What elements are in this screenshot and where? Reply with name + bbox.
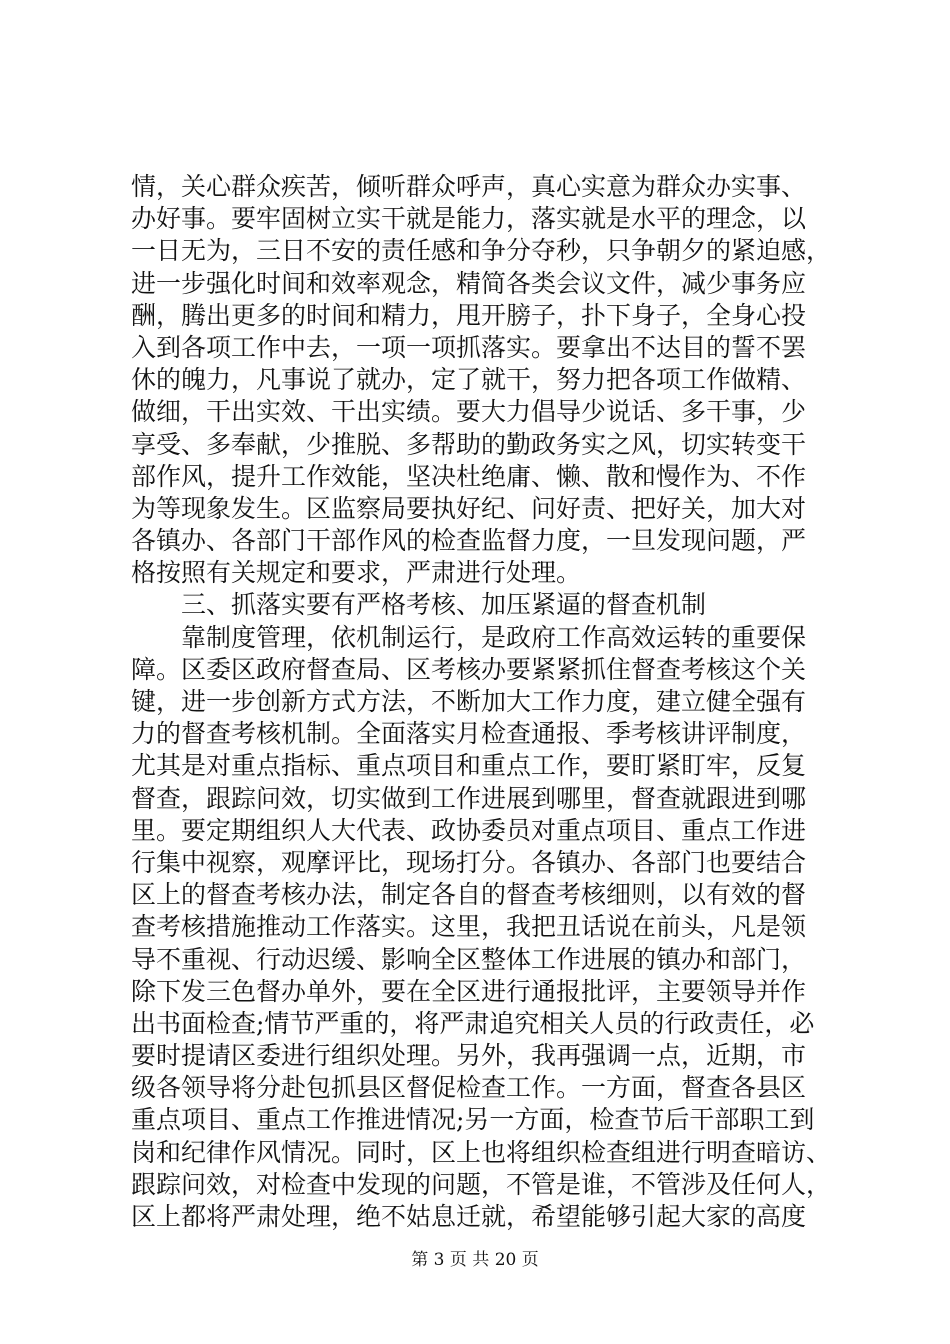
text-line: 情，关心群众疾苦，倾听群众呼声，真心实意为群众办实事、	[131, 172, 807, 201]
text-line: 级各领导将分赴包抓县区督促检查工作。一方面，督查各县区	[131, 1073, 807, 1103]
text-line: 为等现象发生。区监察局要执好纪、问好责、把好关，加大对	[131, 493, 807, 523]
text-line: 做细，干出实效、干出实绩。要大力倡导少说话、多干事，少	[131, 397, 807, 427]
text-line: 休的魄力，凡事说了就办，定了就干，努力把各项工作做精、	[131, 365, 807, 395]
text-line: 区上的督查考核办法，制定各自的督查考核细则，以有效的督	[131, 880, 807, 910]
text-line: 区上都将严肃处理，绝不姑息迁就，希望能够引起大家的高度	[131, 1202, 807, 1231]
text-line: 进一步强化时间和效率观念，精简各类会议文件，减少事务应	[131, 268, 807, 298]
text-line: 导不重视、行动迟缓、影响全区整体工作进展的镇办和部门，	[131, 944, 807, 974]
text-line: 酬，腾出更多的时间和精力，甩开膀子，扑下身子，全身心投	[131, 300, 807, 330]
text-line: 除下发三色督办单外，要在全区进行通报批评，主要领导并作	[131, 976, 807, 1006]
text-line: 靠制度管理，依机制运行，是政府工作高效运转的重要保	[131, 622, 807, 652]
text-line: 跟踪问效，对检查中发现的问题，不管是谁，不管涉及任何人，	[131, 1169, 831, 1199]
text-line: 入到各项工作中去，一项一项抓落实。要拿出不达目的誓不罢	[131, 332, 807, 362]
text-line: 各镇办、各部门干部作风的检查监督力度，一旦发现问题，严	[131, 526, 807, 556]
text-line: 格按照有关规定和要求，严肃进行处理。	[131, 558, 582, 588]
text-line: 行集中视察，观摩评比，现场打分。各镇办、各部门也要结合	[131, 847, 807, 877]
text-line: 要时提请区委进行组织处理。另外，我再强调一点，近期，市	[131, 1041, 807, 1071]
text-line: 督查，跟踪问效，切实做到工作进展到哪里，督查就跟进到哪	[131, 783, 807, 813]
text-line: 岗和纪律作风情况。同时，区上也将组织检查组进行明查暗访、	[131, 1137, 831, 1167]
text-line: 一日无为，三日不安的责任感和争分夺秒，只争朝夕的紧迫感，	[131, 236, 831, 266]
text-line: 重点项目、重点工作推进情况;另一方面，检查节后干部职工到	[131, 1105, 815, 1135]
page-footer: 第 3 页 共 20 页	[411, 1250, 539, 1270]
text-line: 里。要定期组织人大代表、政协委员对重点项目、重点工作进	[131, 815, 807, 845]
text-line: 键，进一步创新方式方法，不断加大工作力度，建立健全强有	[131, 687, 807, 716]
text-line: 出书面检查;情节严重的，将严肃追究相关人员的行政责任，必	[131, 1008, 815, 1038]
text-line: 部作风，提升工作效能，坚决杜绝庸、懒、散和慢作为、不作	[131, 461, 807, 491]
text-line: 办好事。要牢固树立实干就是能力，落实就是水平的理念，以	[131, 204, 807, 234]
text-line: 尤其是对重点指标、重点项目和重点工作，要盯紧盯牢，反复	[131, 751, 807, 781]
text-line: 三、抓落实要有严格考核、加压紧逼的督查机制	[131, 590, 707, 620]
text-line: 查考核措施推动工作落实。这里，我把丑话说在前头，凡是领	[131, 912, 807, 942]
text-line: 障。区委区政府督查局、区考核办要紧紧抓住督查考核这个关	[131, 654, 807, 684]
document-body	[131, 171, 831, 1233]
text-line: 享受、多奉献，少推脱、多帮助的勤政务实之风，切实转变干	[131, 429, 807, 459]
text-line: 力的督查考核机制。全面落实月检查通报、季考核讲评制度，	[131, 719, 807, 749]
